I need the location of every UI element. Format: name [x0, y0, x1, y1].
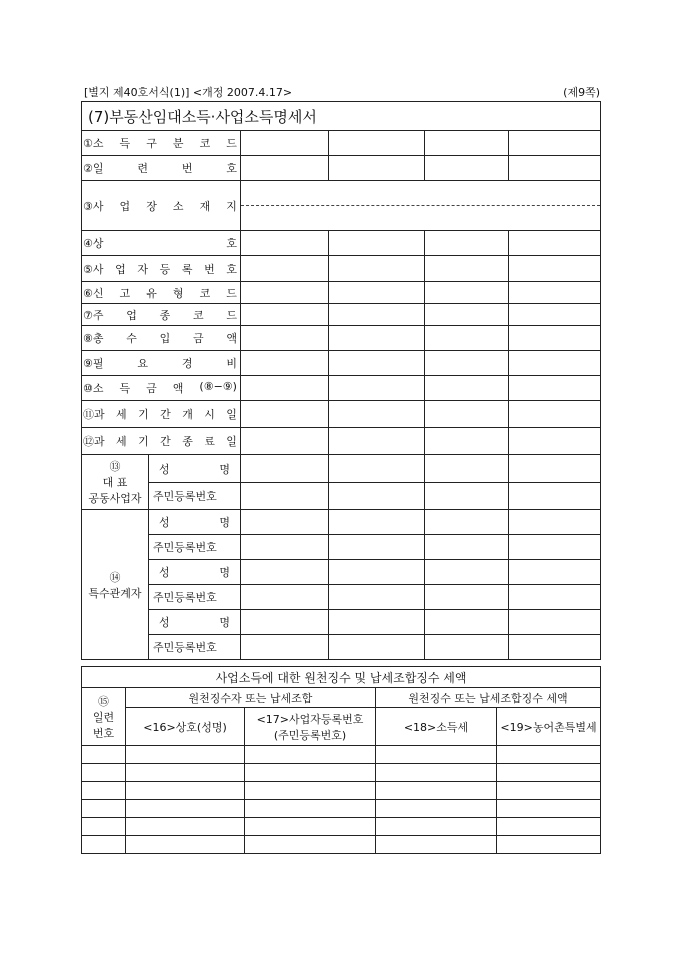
row-related-party-id: [82, 635, 601, 660]
row-related-party-name: [82, 510, 601, 535]
input-cell[interactable]: [241, 401, 329, 428]
input-cell[interactable]: [245, 764, 376, 782]
input-cell[interactable]: [241, 610, 329, 635]
input-cell[interactable]: [329, 635, 425, 660]
input-cell[interactable]: [425, 535, 509, 560]
label-text: 성 명: [159, 566, 230, 579]
input-cell[interactable]: [126, 836, 245, 854]
input-cell[interactable]: [425, 351, 509, 376]
label-text: ⑫과 세 기 간 종 료 일: [83, 435, 237, 448]
row-tax-period-start: [82, 401, 601, 428]
row-necessary-expenses: [82, 351, 601, 376]
input-cell[interactable]: [245, 800, 376, 818]
input-cell[interactable]: [509, 326, 601, 351]
address-input-cell[interactable]: [241, 181, 601, 231]
input-cell[interactable]: [376, 836, 497, 854]
input-cell[interactable]: [329, 351, 425, 376]
label-text: 성 명: [159, 616, 230, 629]
input-cell[interactable]: [329, 256, 425, 282]
input-cell[interactable]: [376, 746, 497, 764]
input-cell[interactable]: [329, 535, 425, 560]
header-line1: <17>사업자등록번호: [256, 712, 364, 726]
income-detail-table: [81, 101, 601, 660]
table-row: [82, 800, 601, 818]
row-related-party-id: [82, 585, 601, 610]
input-cell[interactable]: [509, 483, 601, 510]
row-related-party-name: [82, 610, 601, 635]
input-cell[interactable]: [509, 282, 601, 304]
input-cell[interactable]: [82, 800, 126, 818]
page-number: (제9쪽): [563, 86, 600, 99]
row-business-address: [82, 181, 601, 231]
label-text: ⑧총 수 입 금 액: [83, 332, 237, 345]
input-cell[interactable]: [425, 231, 509, 256]
input-cell[interactable]: [509, 376, 601, 401]
input-cell[interactable]: [509, 304, 601, 326]
input-cell[interactable]: [509, 131, 601, 156]
row-label: [82, 131, 241, 156]
input-cell[interactable]: [425, 510, 509, 535]
circled-number: ⑮: [98, 694, 109, 708]
header-line1: 일련: [92, 710, 115, 724]
input-cell[interactable]: [126, 800, 245, 818]
id-label: 주민등록번호: [149, 535, 241, 560]
id-label: 주민등록번호: [149, 483, 241, 510]
dashed-divider: [241, 205, 600, 206]
input-cell[interactable]: [241, 560, 329, 585]
table-row: [82, 836, 601, 854]
input-cell[interactable]: [425, 376, 509, 401]
input-cell[interactable]: [509, 428, 601, 455]
input-cell[interactable]: [241, 585, 329, 610]
input-cell[interactable]: [241, 351, 329, 376]
row-income-type-code: [82, 131, 601, 156]
related-party-group-label: [82, 510, 149, 660]
circled-number: ⑬: [109, 460, 121, 473]
label-text: ③사 업 장 소 재 지: [83, 199, 237, 213]
input-cell[interactable]: [425, 326, 509, 351]
input-cell[interactable]: [245, 782, 376, 800]
input-cell[interactable]: [241, 376, 329, 401]
input-cell[interactable]: [329, 376, 425, 401]
row-main-industry-code: [82, 304, 601, 326]
representative-group-label: [82, 455, 149, 510]
input-cell[interactable]: [241, 231, 329, 256]
input-cell[interactable]: [425, 455, 509, 483]
input-cell[interactable]: [425, 401, 509, 428]
input-cell[interactable]: [245, 818, 376, 836]
withheld-tax-group-header: 원천징수 또는 납세조합징수 세액: [376, 688, 601, 708]
input-cell[interactable]: [509, 535, 601, 560]
input-cell[interactable]: [126, 764, 245, 782]
label-text: ⑩소 득 금 액 (⑧−⑨): [83, 380, 237, 395]
row-representative-id: [82, 483, 601, 510]
withholding-tax-table: [81, 666, 601, 854]
business-reg-header: [245, 708, 376, 746]
table-row: [82, 818, 601, 836]
input-cell[interactable]: [497, 782, 601, 800]
row-representative-name: [82, 455, 601, 483]
input-cell[interactable]: [241, 326, 329, 351]
row-total-revenue: [82, 326, 601, 351]
row-income-amount: [82, 376, 601, 401]
input-cell[interactable]: [126, 818, 245, 836]
input-cell[interactable]: [509, 585, 601, 610]
input-cell[interactable]: [241, 510, 329, 535]
input-cell[interactable]: [329, 231, 425, 256]
input-cell[interactable]: [245, 746, 376, 764]
input-cell[interactable]: [241, 131, 329, 156]
label-text: ⑨필 요 경 비: [83, 357, 237, 370]
name-label-cell: [149, 455, 241, 483]
section-title: 사업소득에 대한 원천징수 및 납세조합징수 세액: [82, 667, 601, 688]
input-cell[interactable]: [329, 401, 425, 428]
input-cell[interactable]: [329, 610, 425, 635]
input-cell[interactable]: [245, 836, 376, 854]
table-row: [82, 764, 601, 782]
label-text: ⑤사 업 자 등 록 번 호: [83, 262, 237, 276]
input-cell[interactable]: [497, 800, 601, 818]
input-cell[interactable]: [425, 483, 509, 510]
input-cell[interactable]: [329, 131, 425, 156]
input-cell[interactable]: [241, 535, 329, 560]
header-line2: (주민등록번호): [273, 728, 347, 742]
input-cell[interactable]: [329, 510, 425, 535]
input-cell[interactable]: [329, 560, 425, 585]
input-cell[interactable]: [425, 256, 509, 282]
input-cell[interactable]: [82, 764, 126, 782]
input-cell[interactable]: [329, 483, 425, 510]
label-text: ②일 련 번 호: [83, 162, 237, 175]
row-related-party-id: [82, 535, 601, 560]
input-cell[interactable]: [329, 455, 425, 483]
row-report-type-code: [82, 282, 601, 304]
table-row: [82, 746, 601, 764]
input-cell[interactable]: [126, 746, 245, 764]
input-cell[interactable]: [241, 483, 329, 510]
input-cell[interactable]: [509, 455, 601, 483]
id-label: 주민등록번호: [149, 635, 241, 660]
group-label-line1: 대 표: [102, 476, 128, 489]
rural-special-tax-header: <19>농어촌특별세: [497, 708, 601, 746]
input-cell[interactable]: [509, 610, 601, 635]
table-row: [82, 782, 601, 800]
input-cell[interactable]: [509, 560, 601, 585]
input-cell[interactable]: [82, 782, 126, 800]
input-cell[interactable]: [376, 764, 497, 782]
row-related-party-name: [82, 560, 601, 585]
input-cell[interactable]: [329, 428, 425, 455]
group-label: 특수관계자: [88, 586, 142, 600]
input-cell[interactable]: [425, 156, 509, 181]
row-serial-number: [82, 156, 601, 181]
input-cell[interactable]: [329, 326, 425, 351]
label-text: 성 명: [159, 516, 230, 529]
input-cell[interactable]: [329, 304, 425, 326]
label-text: ④상 호: [83, 237, 237, 250]
input-cell[interactable]: [82, 818, 126, 836]
input-cell[interactable]: [241, 635, 329, 660]
input-cell[interactable]: [509, 156, 601, 181]
row-trade-name: [82, 231, 601, 256]
input-cell[interactable]: [425, 282, 509, 304]
input-cell[interactable]: [509, 635, 601, 660]
input-cell[interactable]: [241, 256, 329, 282]
input-cell[interactable]: [509, 510, 601, 535]
input-cell[interactable]: [509, 351, 601, 376]
form-title: (7)부동산임대소득·사업소득명세서: [82, 102, 601, 131]
input-cell[interactable]: [497, 764, 601, 782]
input-cell[interactable]: [497, 836, 601, 854]
withholder-group-header: 원천징수자 또는 납세조합: [126, 688, 376, 708]
input-cell[interactable]: [241, 428, 329, 455]
label-text: ⑪과 세 기 간 개 시 일: [83, 408, 237, 421]
income-tax-header: <18>소득세: [376, 708, 497, 746]
input-cell[interactable]: [497, 746, 601, 764]
input-cell[interactable]: [425, 428, 509, 455]
input-cell[interactable]: [425, 585, 509, 610]
input-cell[interactable]: [241, 455, 329, 483]
input-cell[interactable]: [425, 131, 509, 156]
form-number-header: [별지 제40호서식(1)] <개정 2007.4.17>: [84, 86, 293, 99]
input-cell[interactable]: [82, 836, 126, 854]
input-cell[interactable]: [509, 401, 601, 428]
input-cell[interactable]: [376, 818, 497, 836]
input-cell[interactable]: [425, 560, 509, 585]
input-cell[interactable]: [425, 610, 509, 635]
label-text: 성 명: [159, 462, 230, 476]
input-cell[interactable]: [376, 782, 497, 800]
row-tax-period-end: [82, 428, 601, 455]
input-cell[interactable]: [509, 256, 601, 282]
input-cell[interactable]: [329, 156, 425, 181]
group-label-line2: 공동사업자: [88, 492, 142, 505]
row-business-reg-number: [82, 256, 601, 282]
input-cell[interactable]: [82, 746, 126, 764]
input-cell[interactable]: [126, 782, 245, 800]
label-text: ①소 득 구 분 코 드: [83, 137, 237, 150]
input-cell[interactable]: [509, 231, 601, 256]
input-cell[interactable]: [425, 304, 509, 326]
id-label: 주민등록번호: [149, 585, 241, 610]
serial-number-header: [82, 688, 126, 746]
input-cell[interactable]: [241, 304, 329, 326]
input-cell[interactable]: [425, 635, 509, 660]
input-cell[interactable]: [241, 282, 329, 304]
circled-number: ⑭: [109, 570, 121, 584]
label-text: ⑦주 업 종 코 드: [83, 308, 237, 322]
input-cell[interactable]: [329, 282, 425, 304]
label-text: ⑥신 고 유 형 코 드: [83, 286, 237, 300]
input-cell[interactable]: [241, 156, 329, 181]
input-cell[interactable]: [376, 800, 497, 818]
header-line2: 번호: [92, 726, 115, 740]
input-cell[interactable]: [329, 585, 425, 610]
trade-name-header: <16>상호(성명): [126, 708, 245, 746]
input-cell[interactable]: [497, 818, 601, 836]
